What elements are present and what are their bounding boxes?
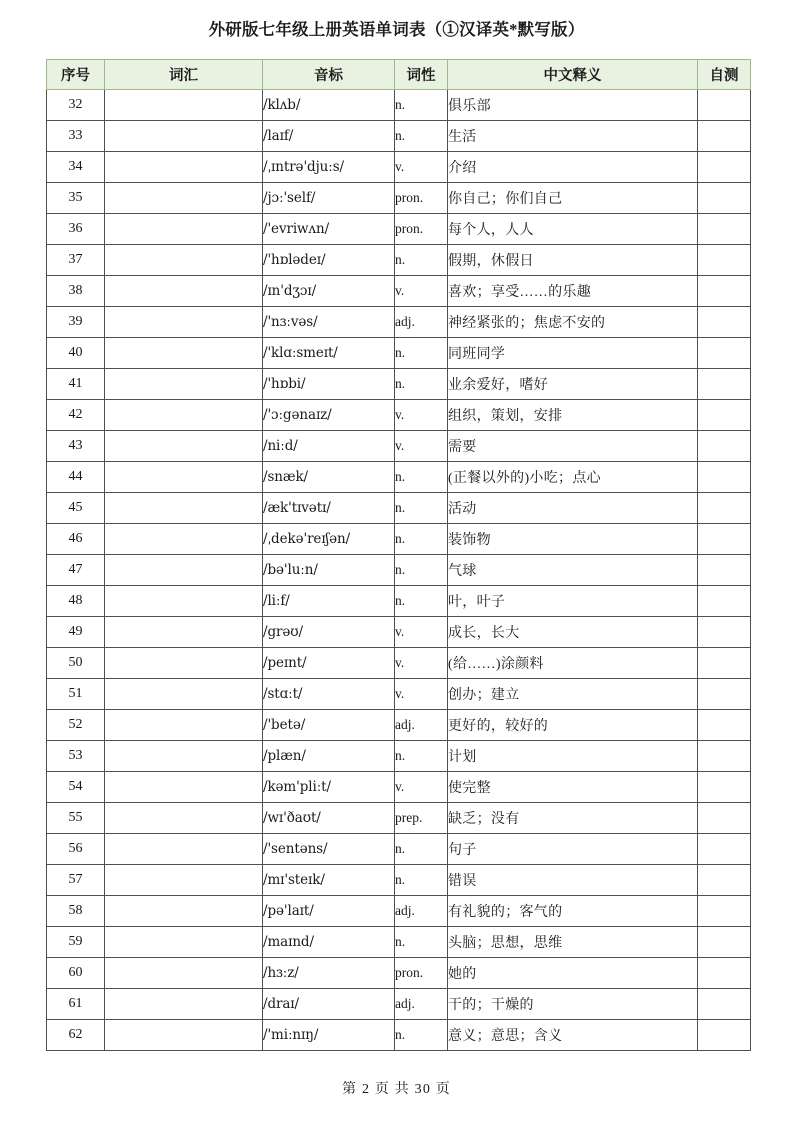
- cell-phonetic: /niːd/: [263, 431, 395, 462]
- table-row: [47, 896, 751, 927]
- cell-self-test[interactable]: [698, 493, 751, 524]
- cell-word[interactable]: [105, 183, 263, 214]
- cell-no: 43: [47, 431, 105, 462]
- page-footer: 第 2 页 共 30 页: [342, 1082, 451, 1097]
- cell-self-test[interactable]: [698, 214, 751, 245]
- cell-self-test[interactable]: [698, 648, 751, 679]
- cell-pos: pron.: [395, 214, 448, 245]
- cell-pos: v.: [395, 400, 448, 431]
- cell-phonetic: /'evriwʌn/: [263, 214, 395, 245]
- cell-meaning: 缺乏；没有: [448, 803, 698, 834]
- cell-no: 55: [47, 803, 105, 834]
- table-row: [47, 462, 751, 493]
- cell-phonetic: /'betə/: [263, 710, 395, 741]
- cell-meaning: 气球: [448, 555, 698, 586]
- cell-word[interactable]: [105, 710, 263, 741]
- table-row: [47, 121, 751, 152]
- cell-phonetic: /stɑːt/: [263, 679, 395, 710]
- table-row: [47, 648, 751, 679]
- cell-phonetic: /laɪf/: [263, 121, 395, 152]
- cell-self-test[interactable]: [698, 90, 751, 121]
- cell-word[interactable]: [105, 431, 263, 462]
- cell-phonetic: /ɪn'dʒɔɪ/: [263, 276, 395, 307]
- cell-pos: n.: [395, 741, 448, 772]
- cell-self-test[interactable]: [698, 183, 751, 214]
- cell-no: 40: [47, 338, 105, 369]
- cell-meaning: 生活: [448, 121, 698, 152]
- cell-meaning: 错误: [448, 865, 698, 896]
- cell-no: 36: [47, 214, 105, 245]
- cell-no: 54: [47, 772, 105, 803]
- cell-meaning: 叶，叶子: [448, 586, 698, 617]
- cell-meaning: 更好的，较好的: [448, 710, 698, 741]
- cell-word[interactable]: [105, 989, 263, 1020]
- cell-self-test[interactable]: [698, 524, 751, 555]
- column-header-word: 词汇: [105, 60, 263, 90]
- cell-self-test[interactable]: [698, 834, 751, 865]
- cell-word[interactable]: [105, 338, 263, 369]
- cell-no: 57: [47, 865, 105, 896]
- cell-pos: n.: [395, 493, 448, 524]
- table-row: [47, 803, 751, 834]
- cell-self-test[interactable]: [698, 896, 751, 927]
- cell-no: 44: [47, 462, 105, 493]
- cell-pos: n.: [395, 524, 448, 555]
- cell-word[interactable]: [105, 493, 263, 524]
- cell-phonetic: /klʌb/: [263, 90, 395, 121]
- cell-phonetic: /'nɜːvəs/: [263, 307, 395, 338]
- cell-pos: v.: [395, 772, 448, 803]
- table-header-row: [47, 60, 751, 90]
- cell-word[interactable]: [105, 617, 263, 648]
- cell-no: 59: [47, 927, 105, 958]
- cell-no: 38: [47, 276, 105, 307]
- cell-word[interactable]: [105, 834, 263, 865]
- cell-no: 33: [47, 121, 105, 152]
- table-row: [47, 958, 751, 989]
- cell-meaning: 干的；干燥的: [448, 989, 698, 1020]
- cell-pos: n.: [395, 1020, 448, 1051]
- cell-self-test[interactable]: [698, 710, 751, 741]
- table-header: [47, 60, 751, 90]
- cell-word[interactable]: [105, 462, 263, 493]
- table-row: [47, 524, 751, 555]
- cell-meaning: 喜欢；享受……的乐趣: [448, 276, 698, 307]
- cell-pos: adj.: [395, 710, 448, 741]
- table-row: [47, 307, 751, 338]
- cell-self-test[interactable]: [698, 958, 751, 989]
- cell-phonetic: /'hɒlədeɪ/: [263, 245, 395, 276]
- cell-pos: n.: [395, 338, 448, 369]
- cell-pos: v.: [395, 276, 448, 307]
- cell-phonetic: /æk'tɪvətɪ/: [263, 493, 395, 524]
- cell-self-test[interactable]: [698, 865, 751, 896]
- cell-meaning: 装饰物: [448, 524, 698, 555]
- cell-self-test[interactable]: [698, 679, 751, 710]
- cell-self-test[interactable]: [698, 369, 751, 400]
- cell-meaning: (正餐以外的)小吃；点心: [448, 462, 698, 493]
- cell-no: 62: [47, 1020, 105, 1051]
- cell-meaning: 她的: [448, 958, 698, 989]
- cell-word[interactable]: [105, 276, 263, 307]
- cell-no: 50: [47, 648, 105, 679]
- cell-word[interactable]: [105, 245, 263, 276]
- cell-self-test[interactable]: [698, 586, 751, 617]
- cell-meaning: 你自己；你们自己: [448, 183, 698, 214]
- table-row: [47, 245, 751, 276]
- cell-self-test[interactable]: [698, 989, 751, 1020]
- cell-phonetic: /'miːnɪŋ/: [263, 1020, 395, 1051]
- cell-meaning: 创办；建立: [448, 679, 698, 710]
- cell-phonetic: /plæn/: [263, 741, 395, 772]
- cell-pos: n.: [395, 90, 448, 121]
- cell-pos: v.: [395, 648, 448, 679]
- column-header-meaning: 中文释义: [448, 60, 698, 90]
- cell-meaning: 头脑；思想，思维: [448, 927, 698, 958]
- cell-self-test[interactable]: [698, 307, 751, 338]
- cell-word[interactable]: [105, 865, 263, 896]
- cell-meaning: 需要: [448, 431, 698, 462]
- cell-no: 41: [47, 369, 105, 400]
- cell-meaning: 意义；意思；含义: [448, 1020, 698, 1051]
- table-row: [47, 834, 751, 865]
- cell-phonetic: /mɪ'steɪk/: [263, 865, 395, 896]
- column-header-pos: 词性: [395, 60, 448, 90]
- cell-self-test[interactable]: [698, 555, 751, 586]
- cell-word[interactable]: [105, 648, 263, 679]
- table-row: [47, 369, 751, 400]
- cell-no: 35: [47, 183, 105, 214]
- cell-no: 37: [47, 245, 105, 276]
- cell-no: 52: [47, 710, 105, 741]
- cell-pos: v.: [395, 679, 448, 710]
- table-row: [47, 90, 751, 121]
- cell-no: 34: [47, 152, 105, 183]
- cell-pos: n.: [395, 369, 448, 400]
- cell-word[interactable]: [105, 958, 263, 989]
- cell-pos: adj.: [395, 307, 448, 338]
- cell-self-test[interactable]: [698, 431, 751, 462]
- cell-meaning: 句子: [448, 834, 698, 865]
- cell-pos: n.: [395, 121, 448, 152]
- cell-word[interactable]: [105, 896, 263, 927]
- table-row: [47, 183, 751, 214]
- cell-no: 45: [47, 493, 105, 524]
- cell-self-test[interactable]: [698, 1020, 751, 1051]
- cell-phonetic: /jɔː'self/: [263, 183, 395, 214]
- table-row: [47, 927, 751, 958]
- cell-word[interactable]: [105, 679, 263, 710]
- cell-no: 53: [47, 741, 105, 772]
- cell-self-test[interactable]: [698, 338, 751, 369]
- table-body: [47, 90, 751, 1051]
- cell-pos: n.: [395, 586, 448, 617]
- cell-pos: v.: [395, 152, 448, 183]
- cell-pos: n.: [395, 927, 448, 958]
- cell-phonetic: /ˌɪntrə'djuːs/: [263, 152, 395, 183]
- cell-phonetic: /liːf/: [263, 586, 395, 617]
- cell-meaning: 假期，休假日: [448, 245, 698, 276]
- cell-phonetic: /'ɔːgənaɪz/: [263, 400, 395, 431]
- table-row: [47, 865, 751, 896]
- cell-word[interactable]: [105, 772, 263, 803]
- cell-pos: pron.: [395, 183, 448, 214]
- cell-no: 60: [47, 958, 105, 989]
- cell-self-test[interactable]: [698, 152, 751, 183]
- cell-self-test[interactable]: [698, 462, 751, 493]
- cell-self-test[interactable]: [698, 121, 751, 152]
- table-row: [47, 1020, 751, 1051]
- cell-meaning: 同班同学: [448, 338, 698, 369]
- cell-word[interactable]: [105, 927, 263, 958]
- cell-self-test[interactable]: [698, 245, 751, 276]
- cell-meaning: 成长，长大: [448, 617, 698, 648]
- cell-phonetic: /ˌdekə'reɪʃən/: [263, 524, 395, 555]
- cell-no: 56: [47, 834, 105, 865]
- cell-self-test[interactable]: [698, 927, 751, 958]
- cell-pos: adj.: [395, 896, 448, 927]
- cell-word[interactable]: [105, 400, 263, 431]
- cell-word[interactable]: [105, 741, 263, 772]
- cell-pos: n.: [395, 865, 448, 896]
- cell-self-test[interactable]: [698, 741, 751, 772]
- cell-meaning: (给……)涂颜料: [448, 648, 698, 679]
- cell-word[interactable]: [105, 1020, 263, 1051]
- table-row: [47, 617, 751, 648]
- column-header-no: 序号: [47, 60, 105, 90]
- cell-no: 58: [47, 896, 105, 927]
- cell-meaning: 使完整: [448, 772, 698, 803]
- cell-word[interactable]: [105, 152, 263, 183]
- cell-word[interactable]: [105, 524, 263, 555]
- table-row: [47, 493, 751, 524]
- table-row: [47, 276, 751, 307]
- cell-meaning: 计划: [448, 741, 698, 772]
- cell-phonetic: /maɪnd/: [263, 927, 395, 958]
- cell-self-test[interactable]: [698, 803, 751, 834]
- cell-phonetic: /bə'luːn/: [263, 555, 395, 586]
- cell-no: 49: [47, 617, 105, 648]
- table-row: [47, 555, 751, 586]
- table-row: [47, 338, 751, 369]
- cell-meaning: 组织，策划，安排: [448, 400, 698, 431]
- cell-word[interactable]: [105, 90, 263, 121]
- cell-meaning: 有礼貌的；客气的: [448, 896, 698, 927]
- cell-phonetic: /grəʊ/: [263, 617, 395, 648]
- cell-no: 42: [47, 400, 105, 431]
- cell-word[interactable]: [105, 307, 263, 338]
- cell-meaning: 俱乐部: [448, 90, 698, 121]
- cell-pos: pron.: [395, 958, 448, 989]
- cell-pos: v.: [395, 617, 448, 648]
- wordlist-table: [46, 59, 751, 1051]
- cell-no: 48: [47, 586, 105, 617]
- cell-self-test[interactable]: [698, 772, 751, 803]
- cell-meaning: 每个人，人人: [448, 214, 698, 245]
- cell-self-test[interactable]: [698, 400, 751, 431]
- cell-phonetic: /snæk/: [263, 462, 395, 493]
- cell-word[interactable]: [105, 555, 263, 586]
- cell-meaning: 业余爱好，嗜好: [448, 369, 698, 400]
- cell-phonetic: /'klɑːsmeɪt/: [263, 338, 395, 369]
- cell-phonetic: /'sentəns/: [263, 834, 395, 865]
- table-row: [47, 431, 751, 462]
- cell-phonetic: /'hɒbi/: [263, 369, 395, 400]
- cell-word[interactable]: [105, 369, 263, 400]
- table-row: [47, 710, 751, 741]
- cell-phonetic: /draɪ/: [263, 989, 395, 1020]
- cell-phonetic: /kəm'pliːt/: [263, 772, 395, 803]
- cell-no: 51: [47, 679, 105, 710]
- table-row: [47, 152, 751, 183]
- cell-phonetic: /hɜːz/: [263, 958, 395, 989]
- cell-word[interactable]: [105, 803, 263, 834]
- column-header-phonetic: 音标: [263, 60, 395, 90]
- cell-pos: n.: [395, 462, 448, 493]
- table-row: [47, 741, 751, 772]
- cell-pos: n.: [395, 834, 448, 865]
- cell-self-test[interactable]: [698, 617, 751, 648]
- table-row: [47, 772, 751, 803]
- cell-word[interactable]: [105, 121, 263, 152]
- cell-word[interactable]: [105, 214, 263, 245]
- column-header-self-test: 自测: [698, 60, 751, 90]
- cell-meaning: 神经紧张的；焦虑不安的: [448, 307, 698, 338]
- cell-self-test[interactable]: [698, 276, 751, 307]
- cell-no: 32: [47, 90, 105, 121]
- cell-pos: adj.: [395, 989, 448, 1020]
- cell-pos: v.: [395, 431, 448, 462]
- cell-no: 46: [47, 524, 105, 555]
- cell-phonetic: /pə'laɪt/: [263, 896, 395, 927]
- cell-meaning: 活动: [448, 493, 698, 524]
- cell-word[interactable]: [105, 586, 263, 617]
- cell-no: 47: [47, 555, 105, 586]
- cell-meaning: 介绍: [448, 152, 698, 183]
- cell-no: 39: [47, 307, 105, 338]
- table-row: [47, 989, 751, 1020]
- page-title: 外研版七年级上册英语单词表（①汉译英*默写版）: [208, 20, 585, 39]
- cell-phonetic: /peɪnt/: [263, 648, 395, 679]
- wordlist-table-container: [46, 59, 750, 1051]
- table-row: [47, 679, 751, 710]
- table-row: [47, 586, 751, 617]
- cell-pos: n.: [395, 555, 448, 586]
- cell-no: 61: [47, 989, 105, 1020]
- cell-phonetic: /wɪ'ðaʊt/: [263, 803, 395, 834]
- table-row: [47, 214, 751, 245]
- table-row: [47, 400, 751, 431]
- cell-pos: prep.: [395, 803, 448, 834]
- cell-pos: n.: [395, 245, 448, 276]
